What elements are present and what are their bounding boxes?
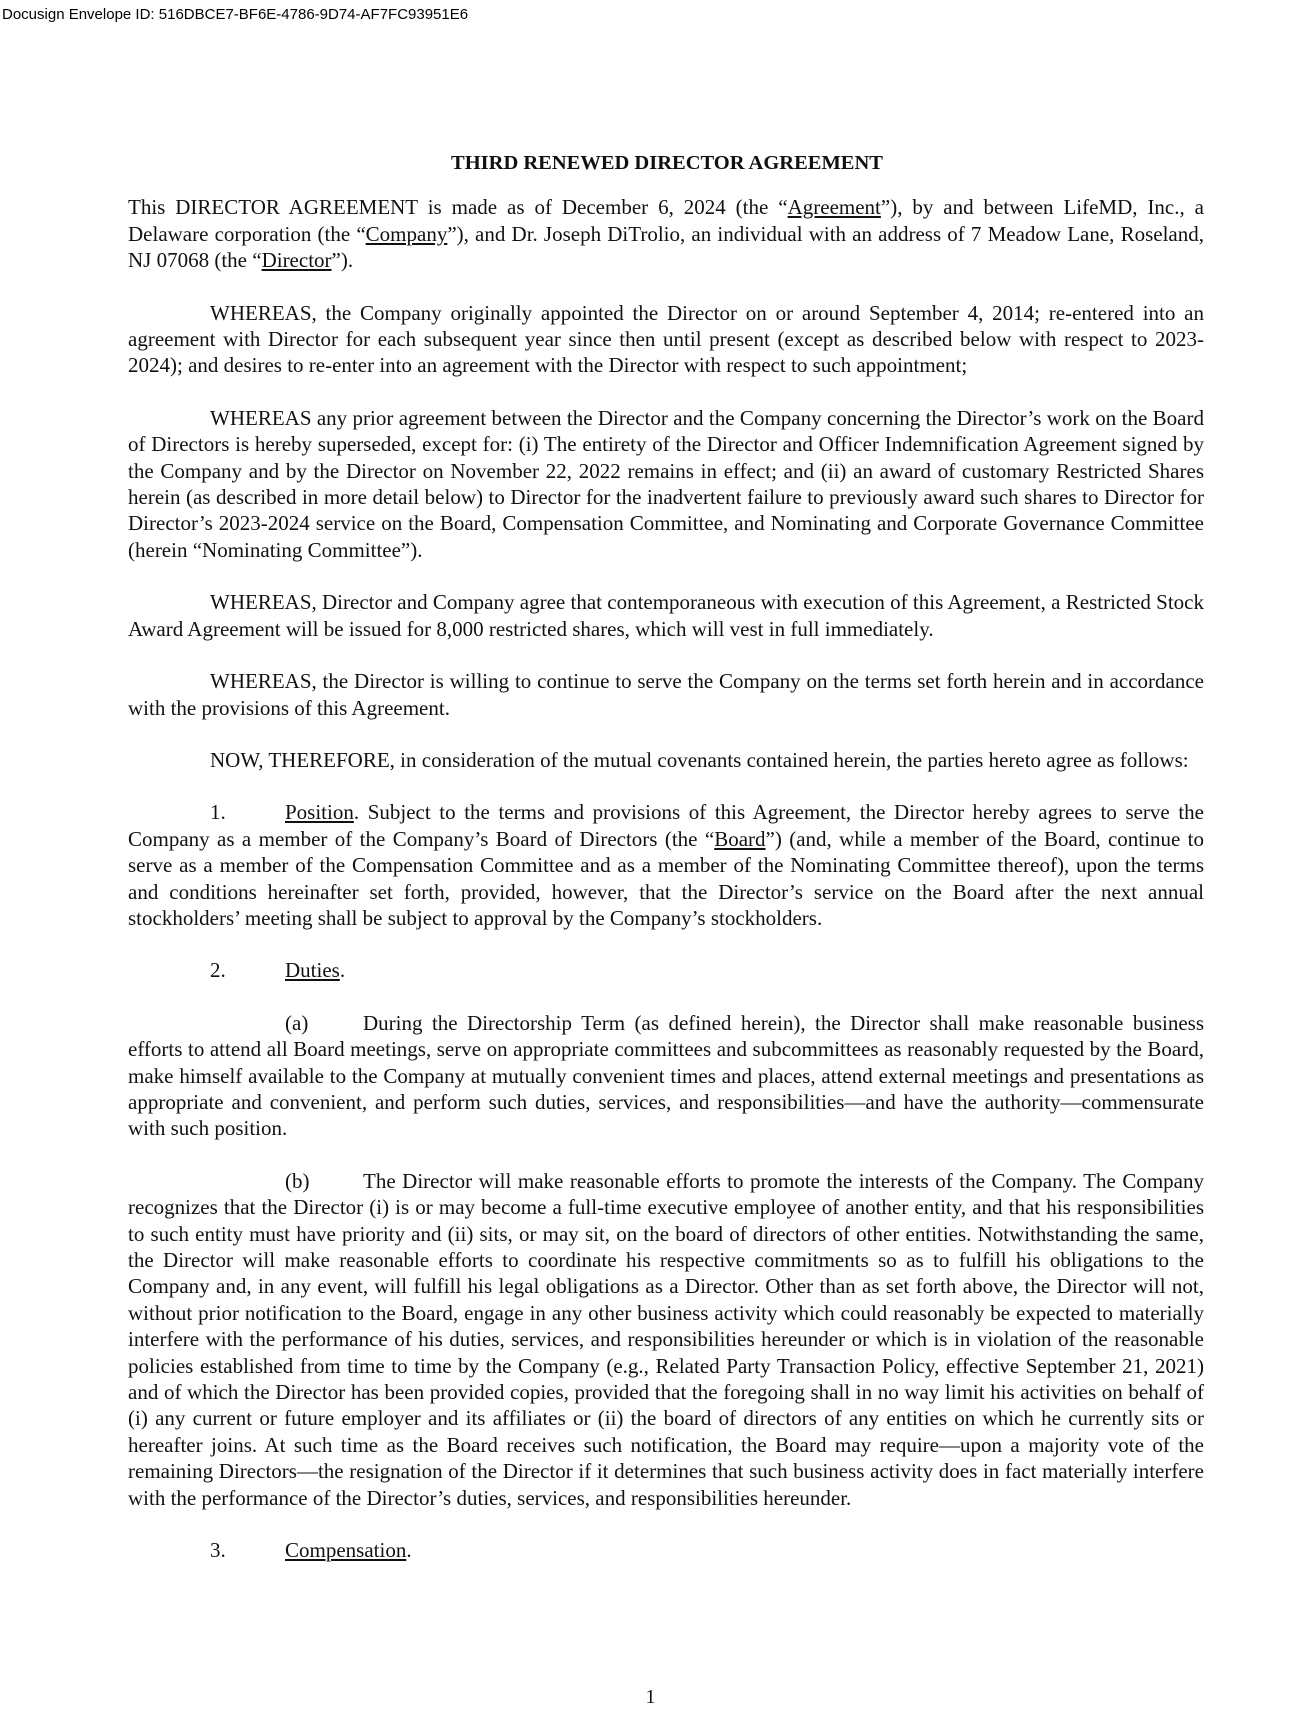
defined-term-agreement: Agreement [787, 195, 881, 220]
subsection-a-text: During the Directorship Term (as defined herein), the Director shall make reasonable business efforts to attend all Board meetings, serve on appropriate committees and subcommittees as reasonably requested by the Board, make himself available to the Company at mutually convenient times and places, attend external meetings and presentations as appropriate and convenient, and perform such duties, services, and responsibilities—and have the authority—commensurate with such position. [128, 1010, 1204, 1141]
defined-term-director: Director [261, 248, 332, 273]
section-heading-position: Position [285, 800, 354, 825]
section-compensation [128, 1537, 1204, 1563]
defined-term-board: Board [714, 826, 766, 851]
subsection-a [128, 1010, 1204, 1142]
intro-text-1: This DIRECTOR AGREEMENT is made as of December 6, 2024 (the “ [128, 195, 788, 220]
section-number: 2. [210, 958, 226, 983]
section-position-text-1: . Subject to the terms and provisions of this Agreement, the Director hereby agrees to serve the Company as a member of the Company’s Board of Directors (the “ [128, 800, 1204, 851]
intro-text-2: ”), by and between LifeMD, Inc., a Delaware corporation (the “ [128, 195, 1205, 246]
section-position [128, 799, 1204, 931]
intro-paragraph [128, 194, 1204, 273]
section-heading-period: . [339, 958, 346, 983]
subsection-label: (b) [285, 1168, 310, 1193]
intro-text-3: ”), and Dr. Joseph DiTrolio, an individual with an address of 7 Meadow Lane, Roseland, NJ 07068 (the “ [128, 221, 1204, 273]
page-number: 1 [645, 1686, 656, 1708]
whereas-paragraph-4: WHEREAS, the Director is willing to continue to serve the Company on the terms set forth herein and in accordance with the provisions of this Agreement. [128, 669, 1204, 720]
envelope-id: Docusign Envelope ID: 516DBCE7-BF6E-4786-9D74-AF7FC93951E6 [2, 6, 469, 23]
document-title: THIRD RENEWED DIRECTOR AGREEMENT [451, 152, 883, 174]
section-heading-duties: Duties [285, 958, 340, 983]
whereas-paragraph-1: WHEREAS, the Company originally appointed the Director on or around September 4, 2014; re-entered into an agreement with Director for each subsequent year since then until present (except as described below with respect to 2023-2024); and desires to re-enter into an agreement with the Director with respect to such appointment; [128, 300, 1204, 378]
section-number: 3. [210, 1538, 226, 1563]
intro-text-4: ”). [331, 248, 354, 273]
section-duties [128, 957, 1204, 983]
defined-term-company: Company [365, 221, 448, 246]
document-page [128, 150, 1204, 1589]
section-position-text-2: ”) (and, while a member of the Board, continue to serve as a member of the Compensation Committee and as a member of the Nominating Committee thereof), upon the terms and conditions hereinafter set forth, provided, however, that the Director’s service on the Board after the next annual stockholders’ meeting shall be subject to approval by the Company’s stockholders. [128, 826, 1205, 930]
subsection-b-text: The Director will make reasonable efforts to promote the interests of the Company. The Company recognizes that the Director (i) is or may become a full-time executive employee of another entity, and that his responsibilities to such entity must have priority and (ii) sits, or may sit, on the board of directors of other entities. Notwithstanding the same, the Director will make reasonable efforts to coordinate his respective commitments so as to fulfill his obligations to the Company and, in any event, will fulfill his legal obligations as a Director. Other than as set forth above, the Director will not, without prior notification to the Board, engage in any other business activity which could reasonably be expected to materially interfere with the performance of his duties, services, and responsibilities hereunder or which is in violation of the reasonable policies established from time to time by the Company (e.g., Related Party Transaction Policy, effective September 21, 2021) and of which the Director has been provided copies, provided that the foregoing shall in no way limit his activities on behalf of (i) any current or future employer and its affiliates or (ii) the board of directors of any entities on which he currently sits or hereafter joins. At such time as the Board receives such notification, the Board may require—upon a majority vote of the remaining Directors—the resignation of the Director if it determines that such business activity does in fact materially interfere with the performance of the Director’s duties, services, and responsibilities hereunder. [128, 1168, 1204, 1510]
whereas-paragraph-2: WHEREAS any prior agreement between the Director and the Company concerning the Director’s work on the Board of Directors is hereby superseded, except for: (i) The entirety of the Director and Officer Indemnification Agreement signed by the Company and by the Director on November 22, 2022 remains in effect; and (ii) an award of customary Restricted Shares herein (as described in more detail below) to Director for the inadvertent failure to previously award such shares to Director for Director’s 2023-2024 service on the Board, Compensation Committee, and Nominating and Corporate Governance Committee (herein “Nominating Committee”). [128, 405, 1204, 562]
now-therefore-paragraph: NOW, THEREFORE, in consideration of the mutual covenants contained herein, the parties hereto agree as follows: [210, 747, 1189, 772]
subsection-b [128, 1168, 1204, 1511]
subsection-label: (a) [285, 1010, 309, 1035]
section-heading-period: . [406, 1538, 412, 1563]
whereas-paragraph-3: WHEREAS, Director and Company agree that contemporaneous with execution of this Agreement, a Restricted Stock Award Agreement will be issued for 8,000 restricted shares, which will vest in full immediately. [128, 590, 1204, 641]
section-number: 1. [210, 800, 226, 825]
section-heading-compensation: Compensation [285, 1538, 407, 1563]
